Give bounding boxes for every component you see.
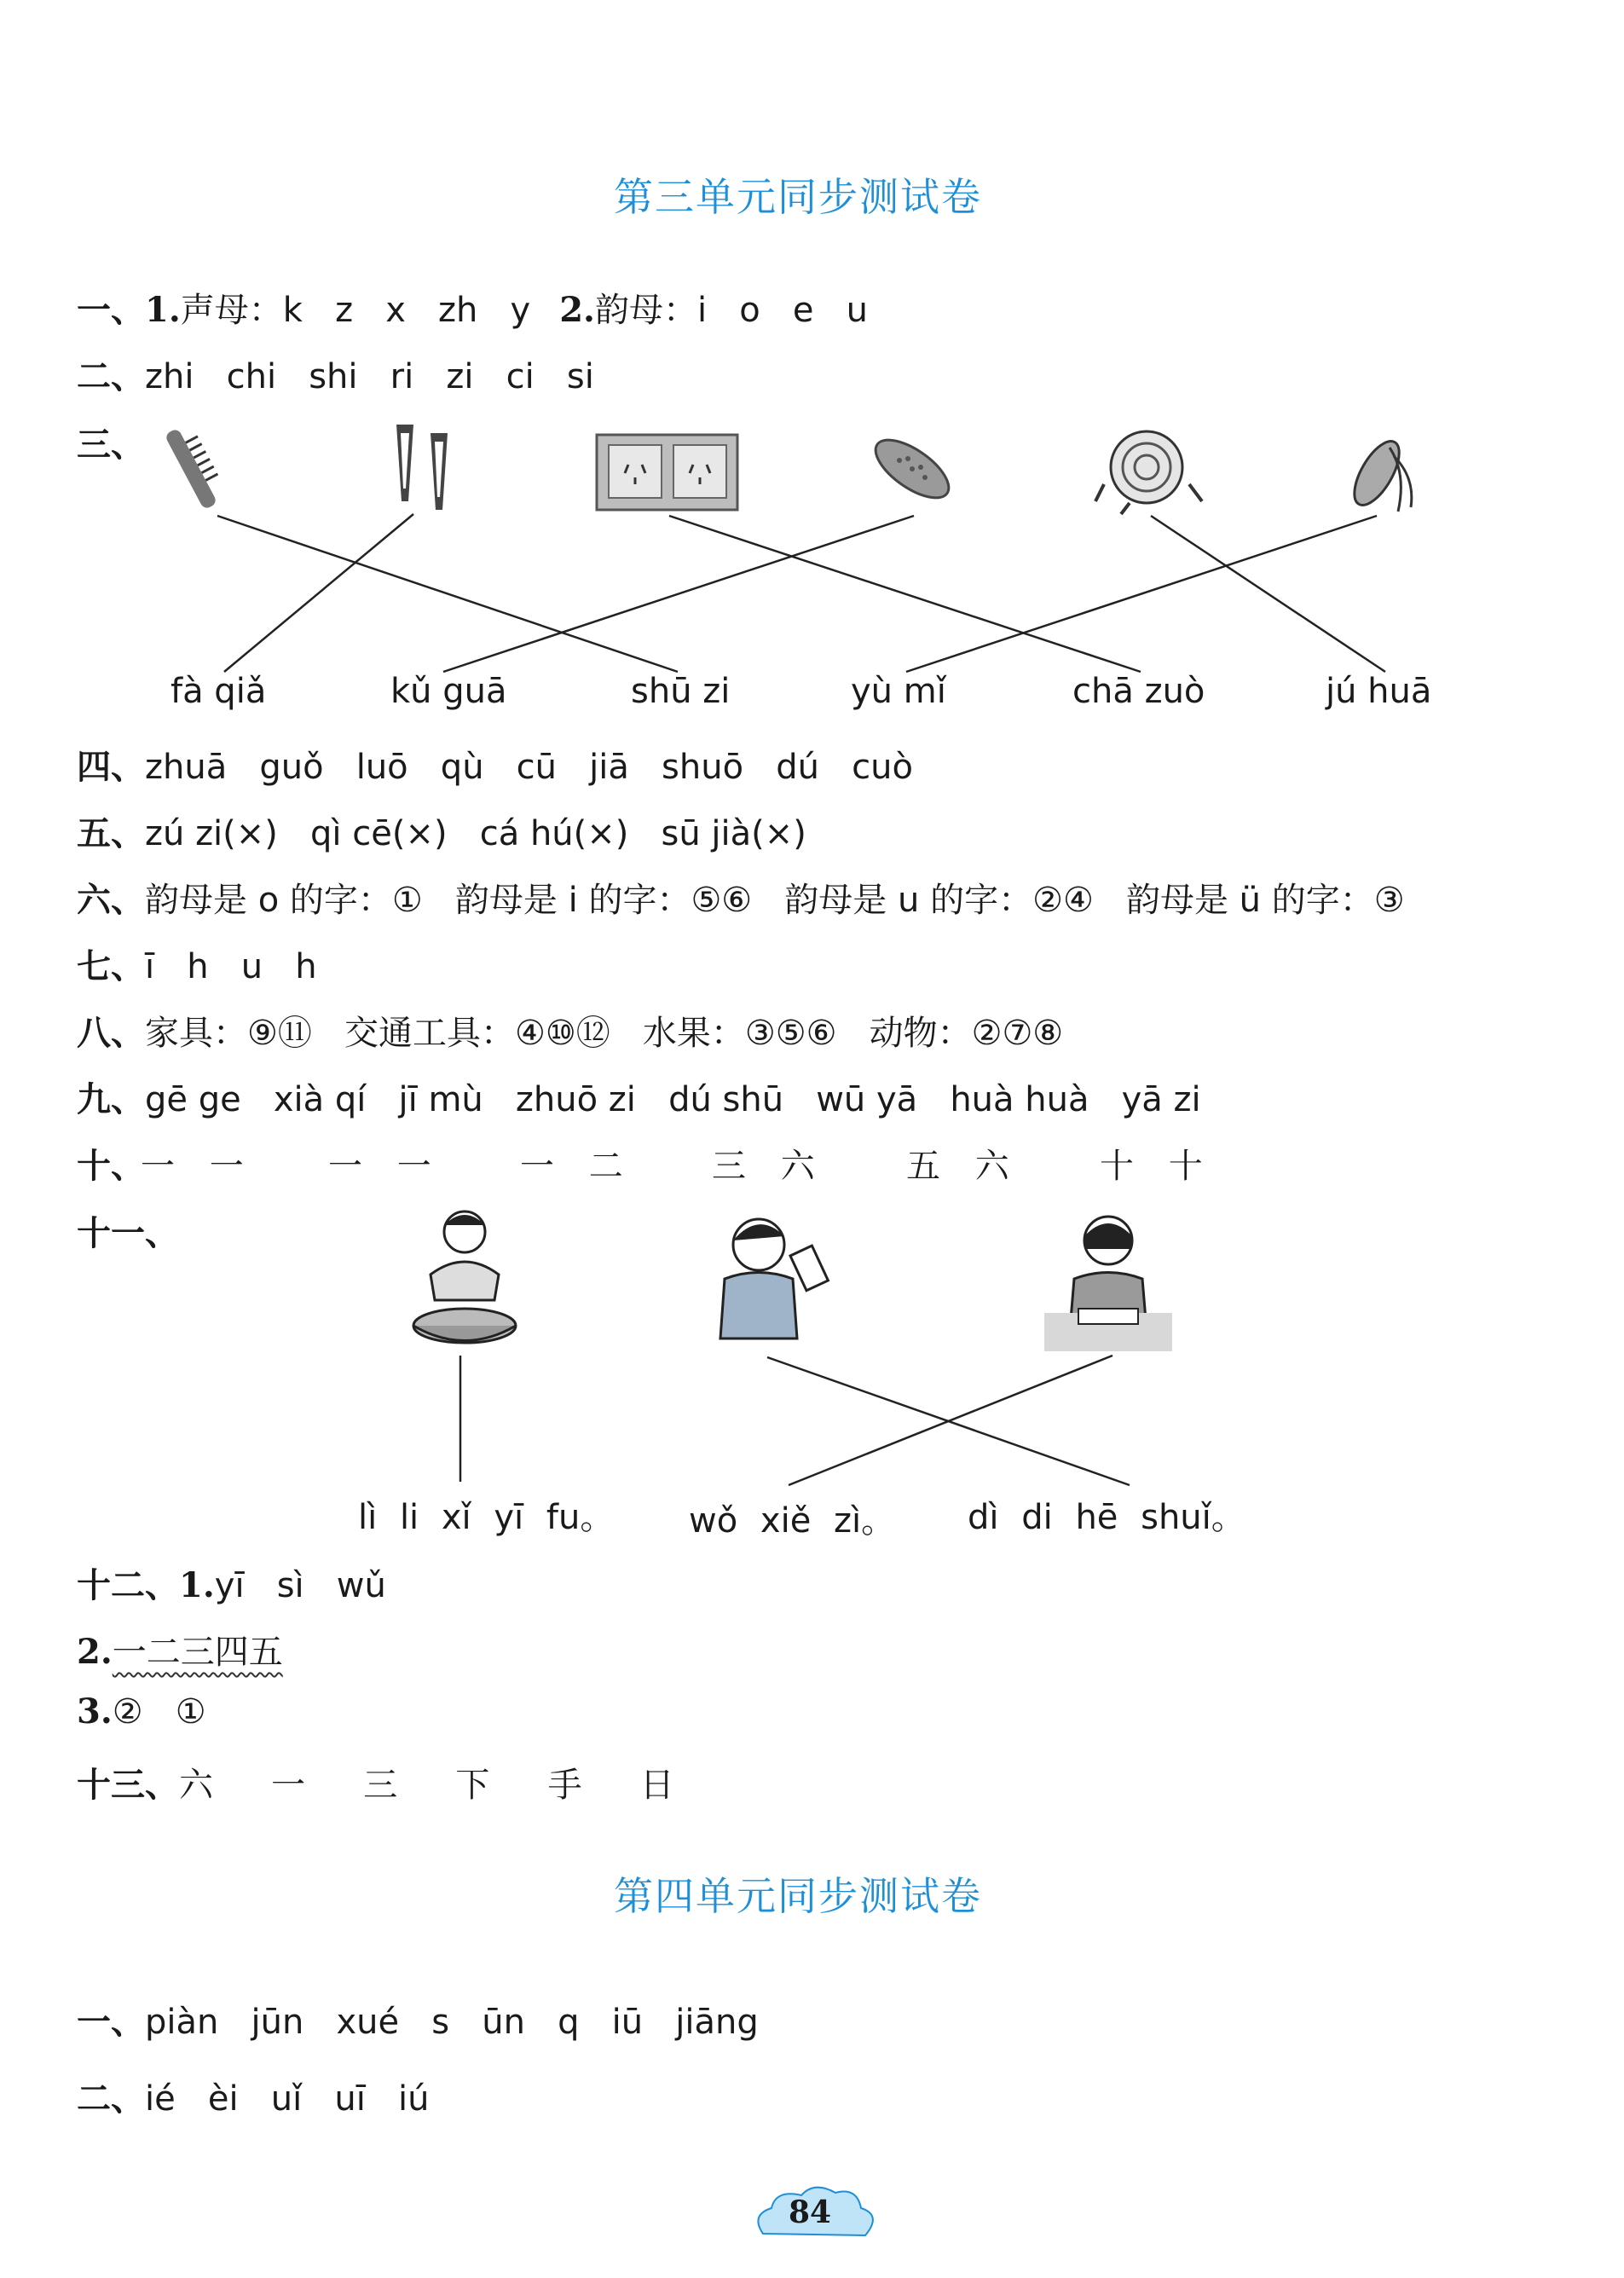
q6-prefix: 六、 (77, 880, 145, 920)
q2-prefix: 二、 (77, 356, 145, 396)
washing-clothes-icon (413, 1211, 516, 1343)
q12-row-3 (77, 1691, 206, 1732)
q1-prefix: 一、 (77, 290, 145, 330)
chrysanthemum-icon (1095, 431, 1202, 514)
q13-answer: 六 一 三 下 手 日 (179, 1766, 674, 1805)
q10-pair: 三 六 (712, 1147, 815, 1186)
q9-row (77, 1073, 1201, 1121)
q3-word: fà qiǎ (170, 672, 267, 711)
q12-3-num: 3. (77, 1691, 113, 1732)
q10-pair: 一 一 (328, 1147, 431, 1186)
socket-icon (597, 435, 737, 510)
q6-row (77, 873, 1405, 922)
q4-prefix: 四、 (77, 747, 145, 787)
q11-lines (460, 1356, 1130, 1485)
q10-pair: 一 一 (141, 1147, 244, 1186)
q3-word: shū zi (631, 672, 731, 711)
q13-row (77, 1758, 674, 1807)
q5-answer: zú zi(×) qì cē(×) cá hú(×) sū jià(×) (145, 814, 806, 853)
hairpin-icon (396, 425, 448, 510)
q12-row-2 (77, 1625, 283, 1674)
corn-icon (1345, 435, 1411, 512)
u4-q2-row (77, 2072, 429, 2120)
q11-word: dì di hē shuǐ。 (968, 1498, 1245, 1537)
q7-answer: ī h u h (145, 947, 317, 986)
u4-q1-answer: piàn jūn xué s ūn q iū jiāng (145, 2003, 759, 2042)
page-number: 84 (789, 2194, 832, 2230)
q12-2-num: 2. (77, 1632, 113, 1672)
q12-1-answer: yī sì wǔ (214, 1566, 386, 1605)
q10-pair: 五 六 (906, 1147, 1009, 1186)
q11-word: wǒ xiě zì。 (689, 1501, 896, 1541)
q12-prefix: 十二、 (77, 1565, 179, 1605)
q12-2-answer: 一二三四五 (112, 1633, 283, 1672)
u4-q1-row (77, 1995, 759, 2044)
u4-q1-prefix: 一、 (77, 2002, 145, 2042)
q5-prefix: 五、 (77, 813, 145, 853)
q1-b-label: 韵母： (594, 291, 697, 330)
q3-prefix: 三、 (77, 425, 145, 465)
q12-1-num: 1. (179, 1565, 215, 1605)
q8-answer: 家具：⑨⑪ 交通工具：④⑩⑫ 水果：③⑤⑥ 动物：②⑦⑧ (145, 1014, 1064, 1053)
q3-word: jú huā (1326, 672, 1432, 711)
q10-pair: 一 二 (520, 1147, 623, 1186)
drinking-water-icon (720, 1219, 828, 1338)
q10-pair: 十 十 (1100, 1147, 1203, 1186)
q13-prefix: 十三、 (77, 1765, 179, 1805)
q12-row-1 (77, 1558, 386, 1607)
q11-prefix: 十一、 (77, 1214, 179, 1253)
q3-word: kǔ guā (390, 672, 507, 711)
q9-answer: gē ge xià qí jī mù zhuō zi dú shū wū yā huà huà yā zi (145, 1080, 1201, 1119)
q1-b-answer: i o e u (696, 291, 868, 330)
q11-word: lì li xǐ yī fu。 (358, 1498, 615, 1537)
bitter-gourd-icon (866, 429, 957, 508)
q8-row (77, 1006, 1063, 1055)
q8-prefix: 八、 (77, 1013, 145, 1053)
u4-q2-prefix: 二、 (77, 2079, 145, 2119)
q3-word: yù mǐ (851, 672, 946, 711)
q4-answer: zhuā guǒ luō qù cū jiā shuō dú cuò (145, 748, 913, 787)
unit4-title: 第四单元同步测试卷 (614, 1873, 982, 1919)
q7-row (77, 940, 317, 988)
q3-lines (217, 514, 1385, 672)
unit3-title: 第三单元同步测试卷 (614, 174, 982, 220)
q10-prefix: 十、 (77, 1147, 145, 1186)
q2-answer: zhi chi shi ri zi ci si (145, 357, 594, 396)
q3-word: chā zuò (1072, 672, 1205, 711)
q7-prefix: 七、 (77, 946, 145, 986)
u4-q2-answer: ié èi uǐ uī iú (145, 2079, 430, 2119)
q4-row (77, 740, 913, 789)
q1-a-answer: k z x zh y (282, 291, 531, 330)
q5-row (77, 807, 806, 855)
q9-prefix: 九、 (77, 1079, 145, 1119)
q1-b-num: 2. (559, 290, 595, 330)
comb-icon (165, 428, 218, 511)
q1-a-label: 声母： (180, 291, 283, 330)
q12-3-answer: ② ① (112, 1692, 206, 1732)
writing-homework-icon (1044, 1217, 1172, 1351)
q6-answer: 韵母是 o 的字：① 韵母是 i 的字：⑤⑥ 韵母是 u 的字：②④ 韵母是 ü 的字：③ (145, 881, 1405, 920)
q1-a-num: 1. (145, 290, 181, 330)
